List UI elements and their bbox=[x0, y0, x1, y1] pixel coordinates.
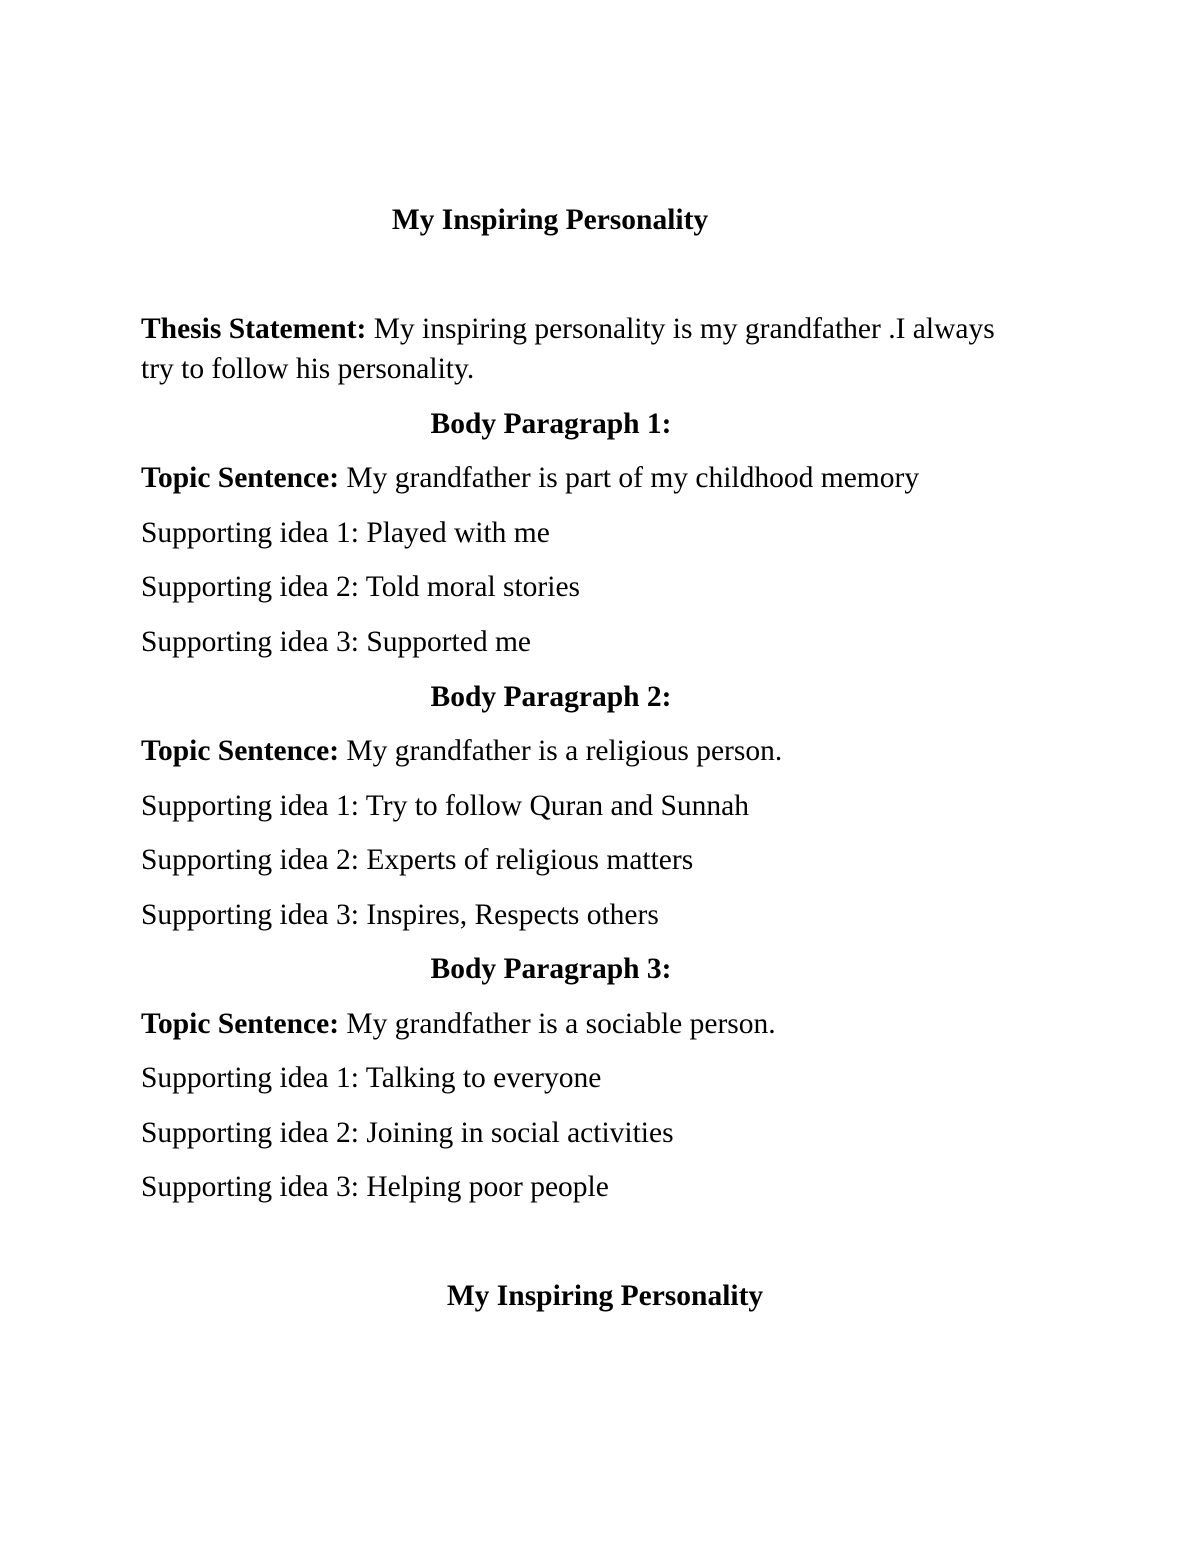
supporting-idea: Supporting idea 3: Supported me bbox=[141, 626, 532, 658]
paragraph-1-topic bbox=[141, 458, 919, 498]
topic-label: Topic Sentence: bbox=[141, 462, 340, 494]
supporting-idea: Supporting idea 2: Experts of religious matters bbox=[141, 844, 694, 876]
thesis-line-1 bbox=[141, 309, 995, 349]
supporting-idea: Supporting idea 3: Inspires, Respects others bbox=[141, 899, 659, 931]
topic-label: Topic Sentence: bbox=[141, 735, 340, 767]
topic-text: My grandfather is a sociable person. bbox=[339, 1008, 776, 1040]
topic-text: My grandfather is a religious person. bbox=[339, 735, 783, 767]
paragraph-1-heading: Body Paragraph 1: bbox=[430, 408, 672, 440]
topic-label: Topic Sentence: bbox=[141, 1008, 340, 1040]
thesis-text-1: My inspiring personality is my grandfather .I always bbox=[366, 313, 995, 345]
thesis-label: Thesis Statement: bbox=[141, 313, 367, 345]
topic-text: My grandfather is part of my childhood memory bbox=[339, 462, 920, 494]
supporting-idea: Supporting idea 1: Try to follow Quran and Sunnah bbox=[141, 790, 750, 822]
supporting-idea: Supporting idea 2: Joining in social activities bbox=[141, 1117, 674, 1149]
footer-title: My Inspiring Personality bbox=[446, 1280, 764, 1312]
paragraph-2-heading: Body Paragraph 2: bbox=[430, 681, 672, 713]
paragraph-2-topic bbox=[141, 731, 782, 771]
supporting-idea: Supporting idea 3: Helping poor people bbox=[141, 1171, 609, 1203]
supporting-idea: Supporting idea 1: Played with me bbox=[141, 517, 550, 549]
supporting-idea: Supporting idea 2: Told moral stories bbox=[141, 571, 581, 603]
paragraph-3-heading: Body Paragraph 3: bbox=[430, 953, 672, 985]
document-title: My Inspiring Personality bbox=[391, 204, 709, 236]
paragraph-3-topic bbox=[141, 1004, 776, 1044]
thesis-line-2: try to follow his personality. bbox=[141, 353, 475, 385]
supporting-idea: Supporting idea 1: Talking to everyone bbox=[141, 1062, 602, 1094]
